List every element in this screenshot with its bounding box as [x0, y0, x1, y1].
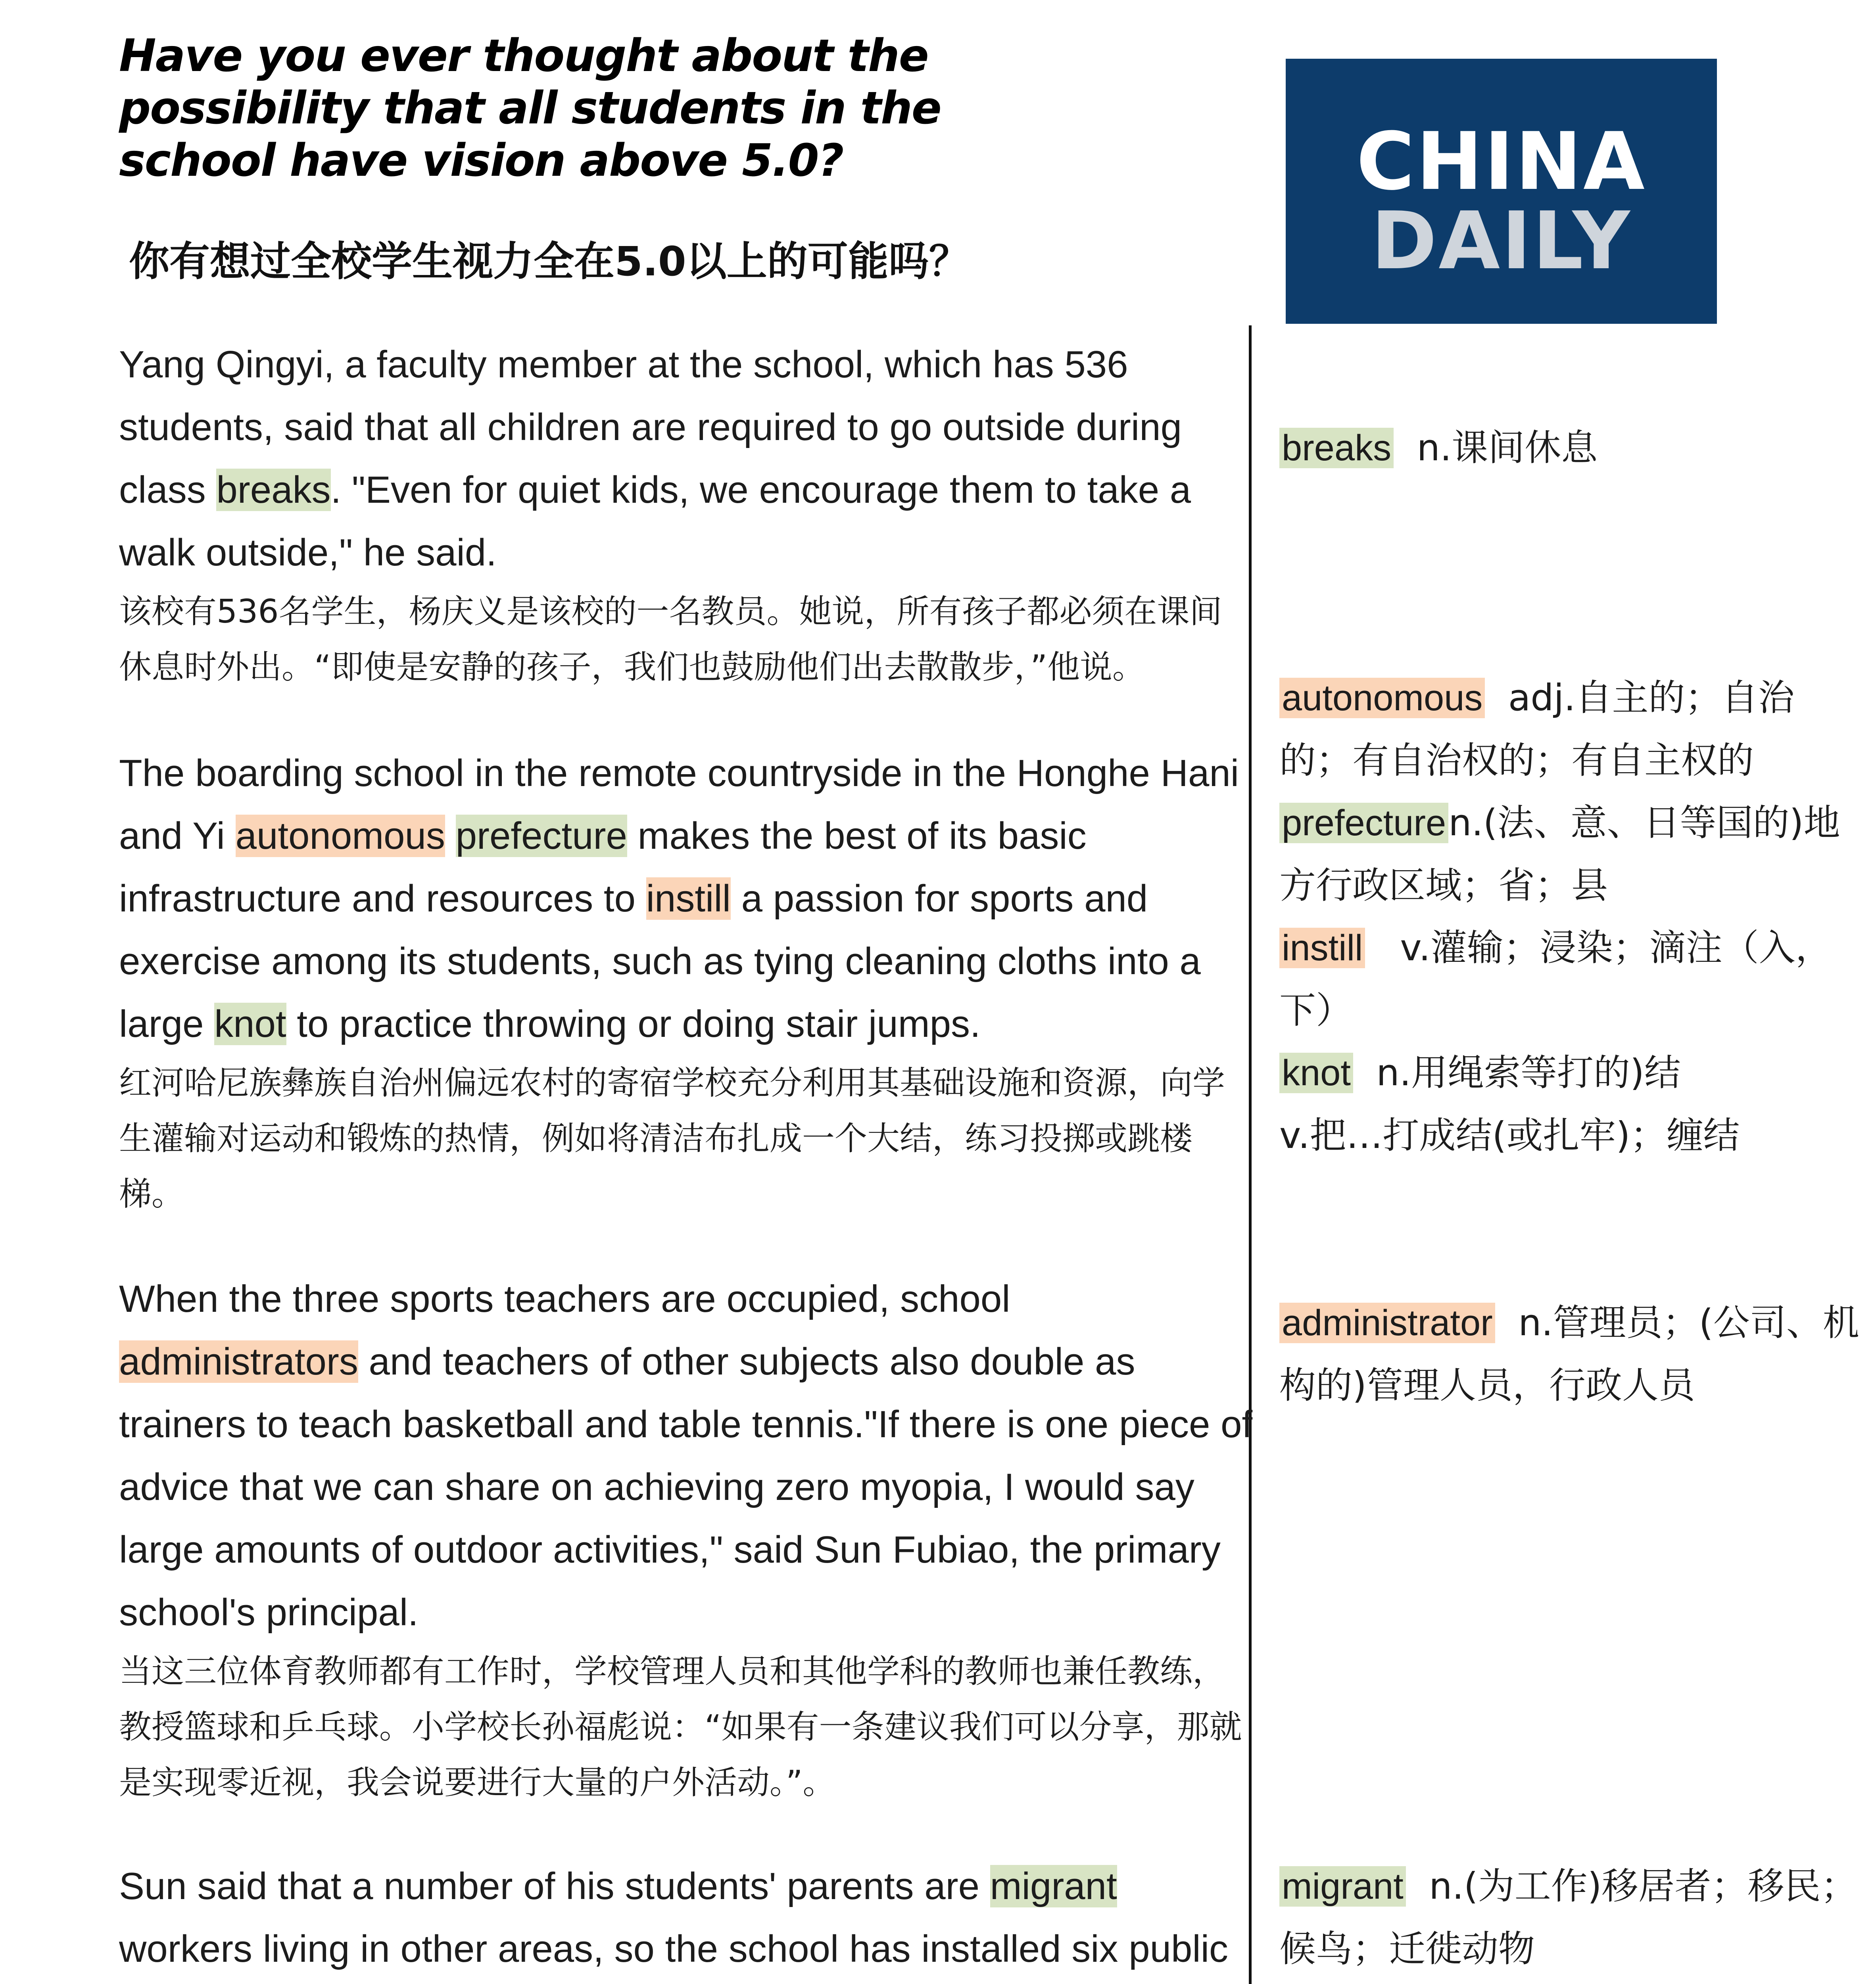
paragraph-2	[119, 742, 1254, 1222]
glossary-instill	[1279, 917, 1866, 1042]
vocab-highlight-autonomous: autonomous	[235, 815, 445, 857]
paragraph-en: The boarding school in the remote countryside in the Honghe Hani and Yi autonomous prefecture makes the best of its basic infrastructure and resources to instill a passion for sports and exercise among its students, such as tying cleaning cloths into a large knot to practice throwing or doing stair jumps.	[119, 752, 1239, 1045]
glossary-word: administrator	[1279, 1303, 1495, 1343]
paragraph-4	[119, 1855, 1254, 1984]
vocab-highlight-breaks: breaks	[216, 469, 331, 511]
glossary-word: migrant	[1279, 1866, 1406, 1907]
paragraph-en: Yang Qingyi, a faculty member at the school, which has 536 students, said that all children are required to go outside during class breaks. "Even for quiet kids, we encourage them to take a walk outside," he said.	[119, 343, 1191, 574]
glossary-word: knot	[1279, 1053, 1353, 1093]
vocab-highlight-migrant: migrant	[990, 1865, 1117, 1907]
paragraph-zh: 该校有536名学生，杨庆义是该校的一名教员。她说，所有孩子都必须在课间休息时外出。“即使是安静的孩子，我们也鼓励他们出去散散步，”他说。	[119, 593, 1222, 686]
glossary-definition: n.用绳索等打的)结	[1376, 1052, 1681, 1094]
vocab-highlight-prefecture: prefecture	[455, 815, 627, 857]
glossary-administrator	[1279, 1292, 1866, 1417]
vocab-highlight-administrators: administrators	[119, 1340, 358, 1383]
vocab-highlight-knot: knot	[214, 1003, 286, 1045]
glossary-migrant	[1279, 1855, 1866, 1984]
paragraph-zh: 红河哈尼族彝族自治州偏远农村的寄宿学校充分利用其基础设施和资源，向学生灌输对运动和锻炼的热情，例如将清洁布扎成一个大结，练习投掷或跳楼梯。	[119, 1064, 1225, 1213]
paragraph-en: When the three sports teachers are occupied, school administrators and teachers of other subjects also double as trainers to teach basketball and table tennis."If there is one piece of advice that we can share on achieving zero myopia, I would say large amounts of outdoor activities," said Sun Fubiao, the primary school's principal.	[119, 1278, 1253, 1634]
china-daily-logo	[1286, 59, 1717, 324]
glossary-word: prefecture	[1279, 803, 1448, 843]
paragraph-3	[119, 1268, 1254, 1811]
glossary-knot	[1279, 1042, 1866, 1167]
glossary-definition: n.管理员；(公司、机构的)管理人员，行政人员	[1279, 1302, 1859, 1407]
glossary-definition-2	[1279, 1980, 1866, 1984]
glossary-breaks	[1279, 417, 1866, 479]
glossary-definition: n.(法、意、日等国的)地方行政区域；省；县	[1279, 802, 1840, 907]
glossary-definition: n.课间休息	[1417, 427, 1598, 469]
glossary-prefecture	[1279, 792, 1866, 917]
glossary-definition-2: v.把…打成结(或扎牢)；缠结	[1279, 1114, 1740, 1157]
logo-line-1: CHINA	[1356, 115, 1646, 208]
glossary-word: breaks	[1279, 428, 1394, 468]
paragraph-1	[119, 333, 1254, 695]
glossary-definition: v.灌输；浸染；滴注（入，下）	[1279, 927, 1832, 1032]
paragraph-zh: 当这三位体育教师都有工作时，学校管理人员和其他学科的教师也兼任教练，教授篮球和乒乓球。小学校长孙福彪说：“如果有一条建议我们可以分享，那就是实现零近视，我会说要进行大量的户外活动。”。	[119, 1653, 1242, 1801]
glossary-autonomous	[1279, 667, 1866, 792]
glossary-word: autonomous	[1279, 678, 1485, 718]
glossary-definition: adj.自主的；自治的；有自治权的；有自主权的	[1279, 677, 1795, 782]
article-title-zh: 你有想过全校学生视力全在5.0以上的可能吗？	[129, 238, 970, 285]
vocab-highlight-instill: instill	[646, 877, 731, 920]
glossary-word: instill	[1279, 928, 1365, 968]
glossary-definition: n.(为工作)移居者；移民；候鸟；迁徙动物	[1279, 1865, 1857, 1970]
article-title-en: Have you ever thought about the possibility that all students in the school have vision above 5.0?	[119, 30, 941, 186]
logo-line-2: DAILY	[1371, 195, 1632, 287]
paragraph-en: Sun said that a number of his students' parents are migrant workers living in other areas, so the school has installed six public	[119, 1865, 1229, 1970]
